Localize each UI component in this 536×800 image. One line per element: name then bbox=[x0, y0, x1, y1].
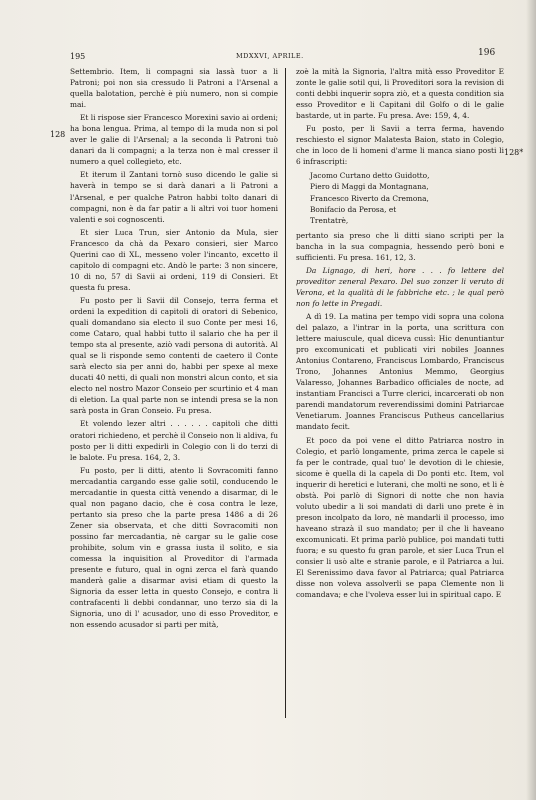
list-item: Piero di Maggi da Montagnana, bbox=[310, 182, 429, 192]
page-edge-shadow bbox=[526, 0, 536, 800]
list-item: Francesco Riverto da Cremona, bbox=[310, 193, 429, 203]
paragraph: Fu posto, per li Savii a terra ferma, havendo reschiesto el signor Malatesta Baion, stato in Colegio, che in loco de li homeni d'arme li manca siano posti li 6 infrascripti: bbox=[296, 124, 504, 167]
paragraph: A dì 19. La matina per tempo vidi sopra una colona del palazo, a l'intrar in la porta, una scrittura con lettere maiuscule, qual diceva cussì: Hic denuntiantur pro excomunicati et publicati viri nobiles Joannes Antonius Contareno, Franciscus Lombardo, Franciscus Trono, Johannes Antonius Memmo, Georgius Valaresso, Johannes Barbadico officiales de nocte, ad instantiam Francisci a Turre clerici, incarcerati ob non parendi mandatorum reverendissimi domini Patriarcae Venetiarum. Joannes Franciscus Putheus cancellarius mandato fecit. bbox=[296, 311, 504, 432]
names-list bbox=[310, 170, 504, 225]
running-head: MDXXVI, APRILE. bbox=[236, 52, 304, 60]
paragraph: pertanto sia preso che li ditti siano scripti per la bancha in la sua compagnia, hessendo però boni e sufficienti. Fu presa. 161, 12, 3. bbox=[296, 230, 504, 262]
paragraph: Et poco da poi vene el ditto Patriarca nostro in Colegio, et parlò longamente, prima zerca le capele si fa per le contrade, qual tuo' le devotion di le chiesie, sicome è quella di la capela di Do ponti etc. Item, vol inquerir di heretici e luterani, che molti ne sono, et li è obstà. Poi parlò di Signori di notte che non havia voluto ubedir a li soi mandati di darli uno prete è in preson incolpato da loro, nè mandarli il processo, imo haveano strazà il suo mandato; per il che li haveano excomunicati. Et prima parlò publice, poi mandati tutti fuora; e su questo fu gran parole, et sier Luca Trun el consier li usò alte e stranie parole, e il Patriarca a lui. El Serenissimo dava favor al Patriarca; qual Patriarca disse non voleva assolverli se papa Clemente non li comandava; e che l'voleva esser lui in spiritual capo. E bbox=[296, 435, 504, 600]
paragraph: Et volendo lezer altri . . . . . . capitoli che ditti oratori richiedeno, et perchè il Conseio non li aldiva, fu posto per li ditti expedirli in Colegio con li do terzi di le balote. Fu presa. 164, 2, 3. bbox=[70, 419, 278, 462]
paragraph: Et li rispose sier Francesco Morexini savio ai ordeni; ha bona lengua. Prima, al tempo di la muda non si pol aver le galie di l'Arsenal; a la seconda li Patroni tuò danari da li compagni; a la terza non è mal cresser il numero a quel collegieto, etc. bbox=[70, 113, 278, 167]
list-item: Bonifacio da Perosa, et bbox=[310, 204, 397, 214]
list-item: Trentatrè, bbox=[310, 215, 349, 225]
paragraph: Fu posto, per li ditti, atento li Sovracomiti fanno mercadantia cargando esse galie sotil, conducendo le mercadantie in questa città venendo a disarmar, di le qual non pagano dacio, che è cosa contra le leze, pertanto sia preso che la parte presa 1486 a di 26 Zener sia observata, et che ditti Sovracomiti non possino far mercadantia, nè cargar su le galie cose prohibite, solum vin e grassa iusta il solito, e sia comessa la inquisition al Proveditor di l'armada presente e futuro, qual in ogni zerca el farà quando manderà galie a disarmar avisi etiam di questo la Signoria da esser letta in questo Consejo, e contra li contrafacenti li debbi condannar, uno terzo sia di la Signoria, uno di l' acusador, uno di esso Proveditor, e non essendo acusador si parti per mità, bbox=[70, 465, 278, 630]
paragraph: Da Lignago, di heri, hore . . . fo lettere del proveditor zeneral Pexaro. Del suo zonzer li veruto di Verona, et la qualità di le fabbriche etc. ; le qual però non fo lette in Pregadi. bbox=[296, 265, 504, 308]
paragraph: zoè la mità la Signoria, l'altra mità esso Proveditor E zonte le galie sotil qui, li Proveditori sora la revision di conti debbi inquerir sopra ziò, et a questa condition sia esso Proveditor e li Capitani dil Golfo o di le galie bastarde, ut in parte. Fu presa. Ave: 159, 4, 4. bbox=[296, 67, 504, 121]
page-header bbox=[0, 48, 536, 66]
margin-note-right: 128* bbox=[504, 148, 524, 157]
margin-note-left: 128 bbox=[50, 130, 66, 139]
paragraph: Et sier Luca Trun, sier Antonio da Mula, sier Francesco da chà da Pexaro consieri, sier Marco Querini cao di XL, messeno voler l'incanto, excetto il capitolo di compagni etc. Andò le parte: 3 non sincere, 10 di no, 57 di Savii ai ordeni, 119 di Consieri. Et questa fu presa. bbox=[70, 227, 278, 292]
page-number-right: 196 bbox=[478, 48, 496, 58]
paragraph: Fu posto per li Savii dil Consejo, terra ferma et ordeni la expedition di capitoli di oratori di Sebenico, quali domandano sia electo il suo Conte per mesi 16, come Cataro, qual habbi tutto il salario che ha per il tempo sta al presente, aziò vadi persona di autorità. Al qual se li risponde semo contenti de caetero il Conte sarà electo sia per anni do, habbi per spexe al mexe ducati 40 netti, di quali non monstri alcun conto, et sia electo nel nostro Mazor Conseio per scurtinio et 4 man di eletion. La qual parte non se intendi presa se la non sarà posta in Gran Conseio. Fu presa. bbox=[70, 295, 278, 416]
left-column bbox=[70, 66, 278, 632]
column-divider bbox=[285, 68, 286, 718]
paragraph: Settembrio. Item, li compagni sia lassà tuor a li Patroni; poi non sia cressudo li Patroni a l'Arsenal a quella balotation, perchè è più numero, non si compie mai. bbox=[70, 67, 278, 110]
right-column bbox=[296, 66, 504, 602]
page-number-left: 195 bbox=[70, 52, 86, 61]
list-item: Jacomo Curtano detto Guidotto, bbox=[310, 171, 430, 181]
paragraph: Et iterum il Zantani tornò suso dicendo le galie si haverà in tempo se si darà danari a li Patroni a l'Arsenal, e per qualche Patron habbi tolto danari di compagni, non è da far patir a li altri voi tuor homeni valenti e soi cognoscenti. bbox=[70, 170, 278, 224]
